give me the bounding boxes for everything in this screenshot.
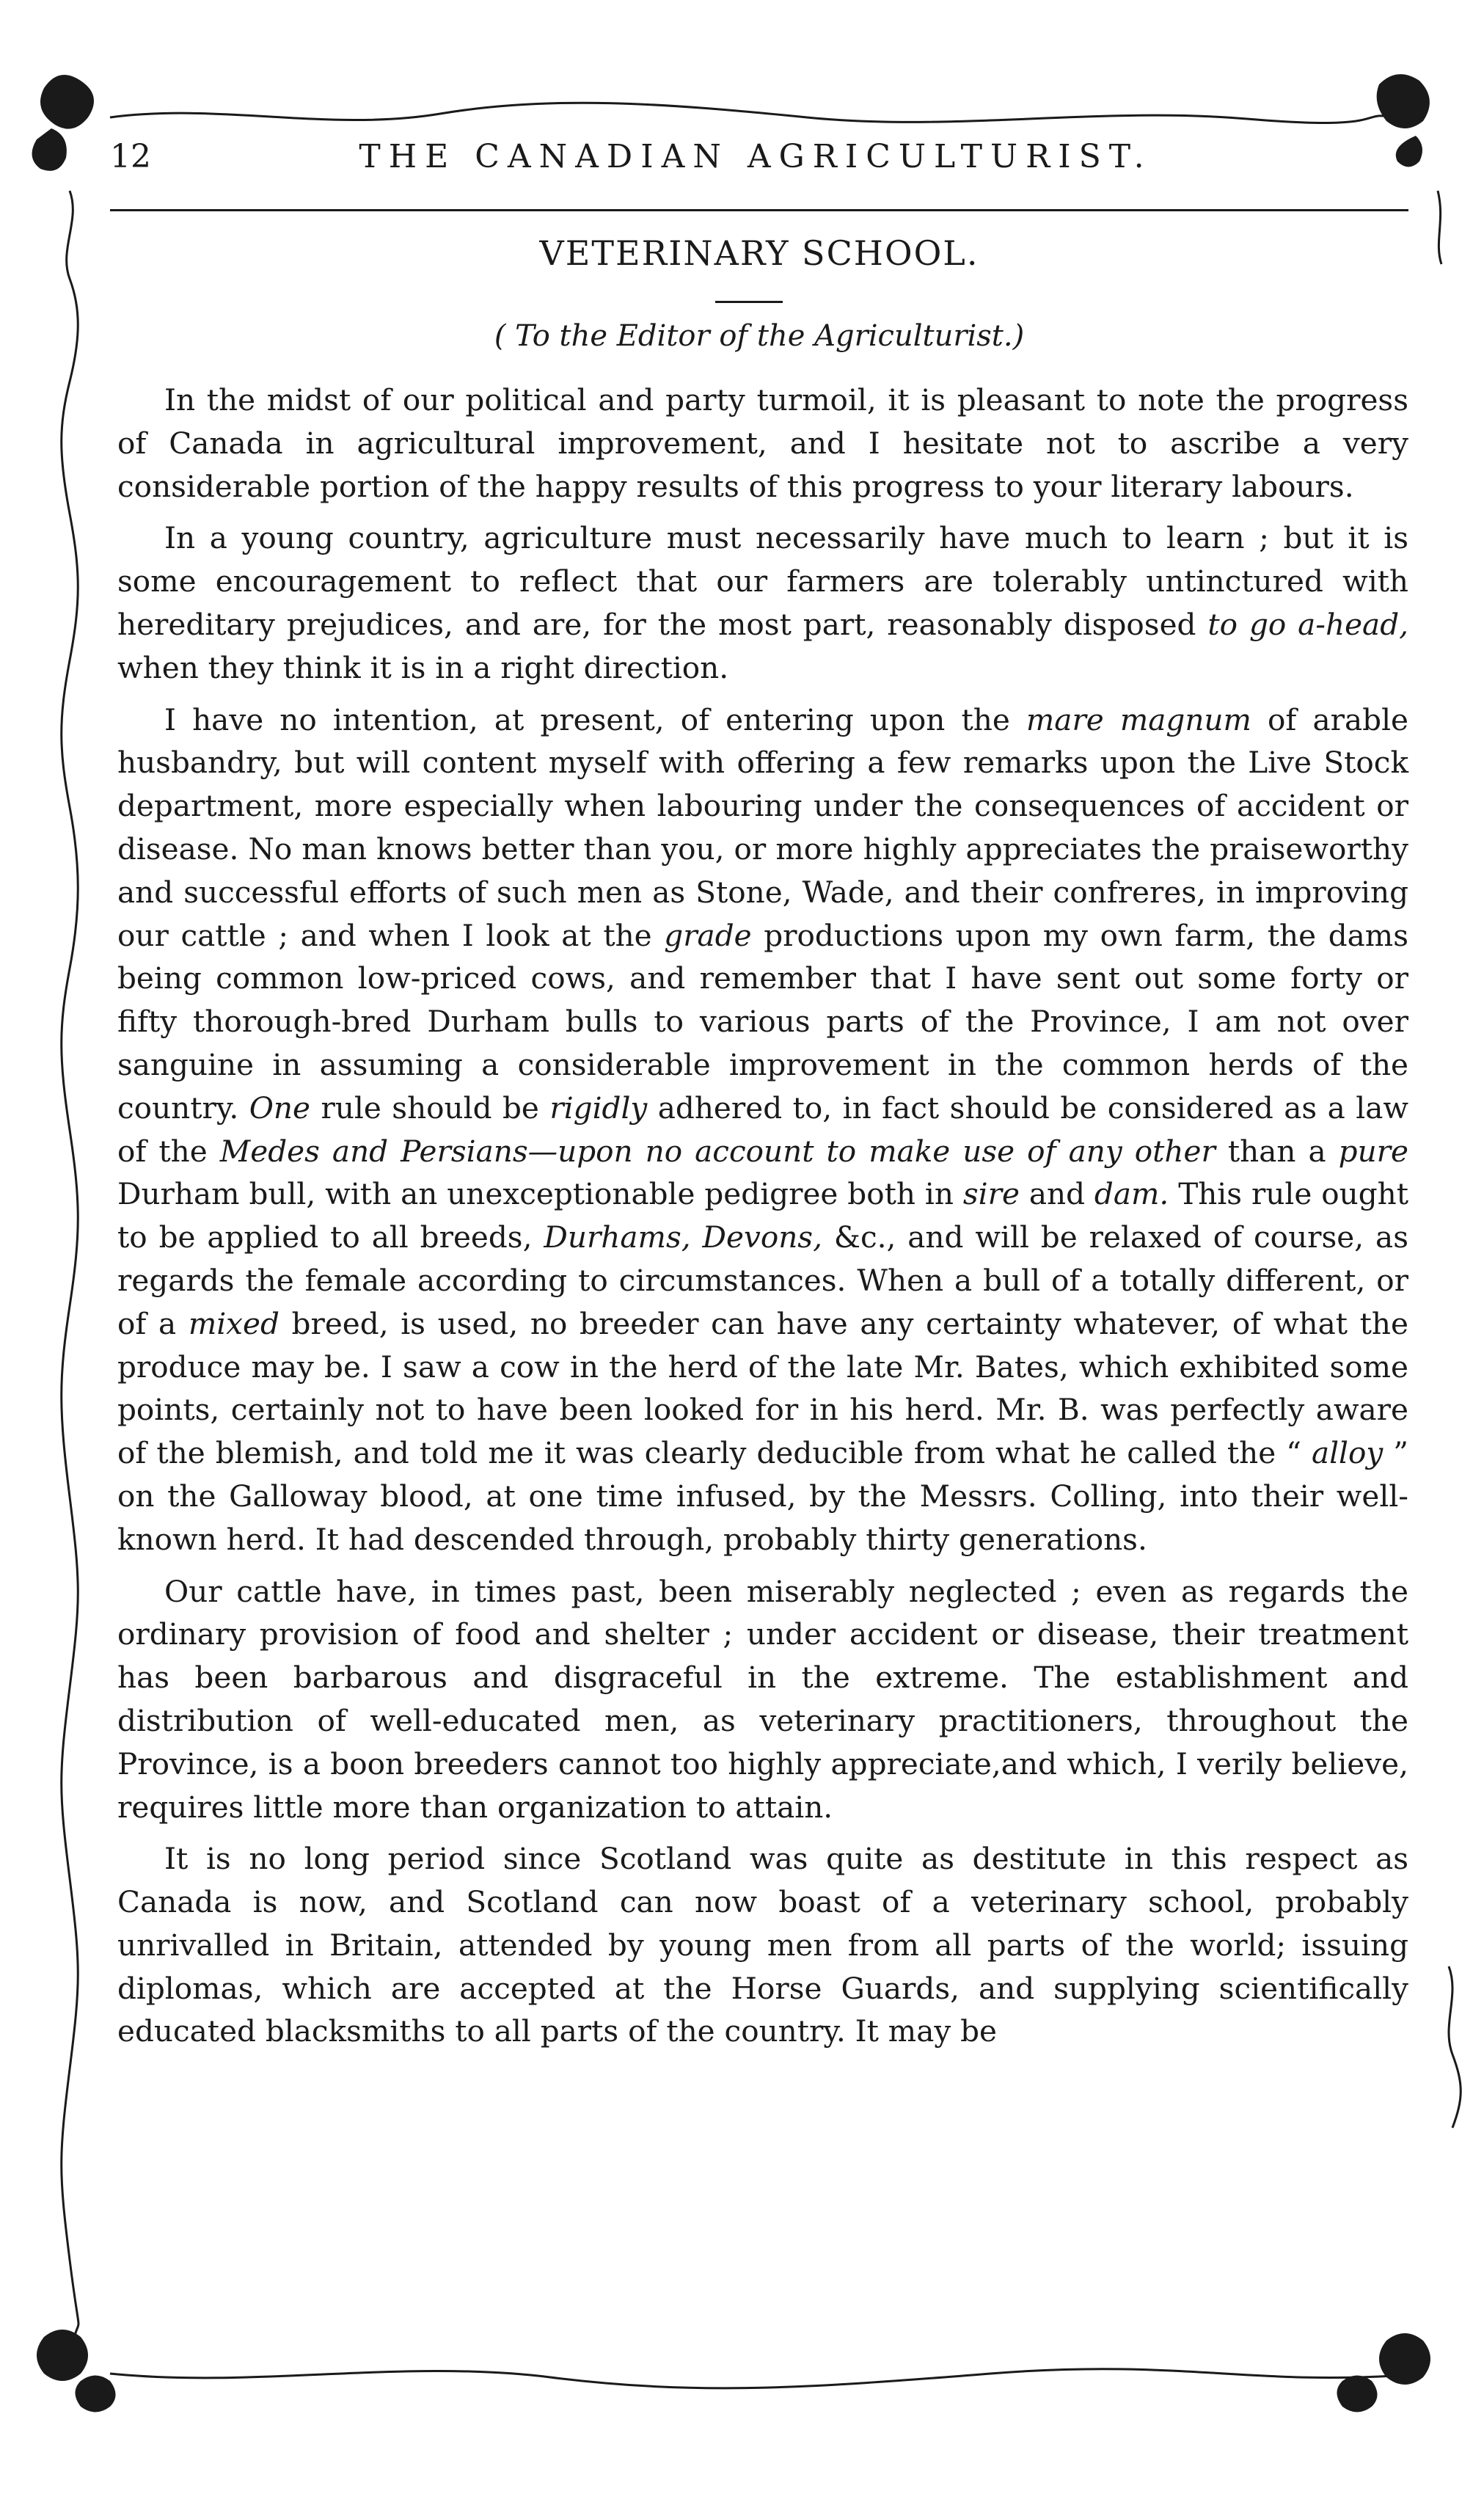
text-run: Durham bull, with an unexceptionable pedigree both in (117, 1176, 963, 1212)
italic-run: pure (1338, 1133, 1408, 1169)
text-run: adhered to, in fact should be considered as a law of the (117, 1090, 1408, 1169)
italic-run: Medes and Persians—upon no account to make use of any other (219, 1133, 1216, 1169)
article-body (117, 379, 1408, 2062)
text-run: breed, is used, no breeder can have any certainty whatever, of what the produce may be. I saw a cow in the herd of the late Mr. Bates, which exhibited some points, certainly not to have been looked for in his herd. Mr. B. was perfectly aware of the blemish, and told me it was clearly deducible from what he called the “ (117, 1305, 1408, 1471)
header-rule (110, 209, 1408, 211)
italic-run: alloy (1311, 1435, 1384, 1471)
text-run: Our cattle have, in times past, been miserably neglected ; even as regards the ordinary provision of food and shelter ; under accident or disease, their treatment has been barbarous and disgraceful in the extreme. The establishment and distribution of well-educated men, as veterinary practitioners, throughout the Province, is a boon breeders cannot too highly appreciate,and which, I verily believe, requires little more than organization to attain. (117, 1573, 1408, 1825)
italic-run: One (249, 1090, 310, 1126)
page-number: 12 (110, 138, 151, 175)
italic-run: grade (664, 917, 752, 953)
title-rule (715, 301, 783, 303)
italic-run: sire (962, 1176, 1020, 1212)
paragraph (117, 379, 1408, 508)
running-title: THE CANADIAN AGRICULTURIST. (359, 138, 1152, 175)
text-run: productions upon my own farm, the dams being common low-priced cows, and remember that I have sent out some forty or fifty thorough-bred Durham bulls to various parts of the Province, I am not over sanguine in assuming a considerable improvement in the common herds of the country. (117, 917, 1408, 1126)
page-header (110, 138, 1401, 189)
text-run: than a (1215, 1133, 1339, 1169)
paragraph (117, 699, 1408, 1561)
text-run: I have no intention, at present, of entering upon the (164, 701, 1026, 737)
text-run: of arable husbandry, but will content myself with offering a few remarks upon the Live Stock department, more especially when labouring under the consequences of accident or disease. No man knows better than you, or more highly appreciates the praiseworthy and successful efforts of such men as Stone, Wade, and their confreres, in improving our cattle ; and when I look at the (117, 701, 1408, 953)
dedication-line: ( To the Editor of the Agriculturist.) (494, 319, 1025, 353)
text-run: ” on the Galloway blood, at one time infused, by the Messrs. Colling, into their well-known herd. It had descended through, probably thirty generations. (117, 1435, 1408, 1557)
text-run: and (1019, 1176, 1094, 1212)
italic-run: rigidly (549, 1090, 648, 1126)
text-run: &c., and will be relaxed of course, as regards the female according to circumstances. When a bull of a totally different, or of a (117, 1219, 1408, 1341)
text-run: when they think it is in a right direction. (117, 649, 729, 685)
text-run: It is no long period since Scotland was quite as destitute in this respect as Canada is now, and Scotland can now boast of a veterinary school, probably unrivalled in Britain, attended by young men from all parts of the world; issuing diplomas, which are accepted at the Horse Guards, and supplying scientifically educated blacksmiths to all parts of the country. It may be (117, 1841, 1408, 2049)
text-run: This rule ought to be applied to all breeds, (117, 1176, 1408, 1255)
text-run: rule should be (310, 1090, 550, 1126)
paragraph (117, 1570, 1408, 1829)
text-run: In the midst of our political and party turmoil, it is pleasant to note the progress of Canada in agricultural improvement, and I hesitate not to ascribe a very considerable portion of the happy results of this progress to your literary labours. (117, 382, 1408, 504)
italic-run: dam. (1094, 1176, 1169, 1212)
text-run: In a young country, agriculture must necessarily have much to learn ; but it is some encouragement to reflect that our farmers are tolerably untinctured with hereditary prejudices, and are, for the most part, reasonably disposed (117, 520, 1408, 642)
italic-run: mare magnum (1026, 701, 1251, 737)
paragraph (117, 1837, 1408, 2053)
italic-run: to go a-head, (1207, 606, 1408, 642)
italic-run: Durhams, Devons, (544, 1219, 822, 1255)
article-title: VETERINARY SCHOOL. (539, 233, 979, 273)
italic-run: mixed (188, 1305, 279, 1341)
paragraph (117, 517, 1408, 689)
